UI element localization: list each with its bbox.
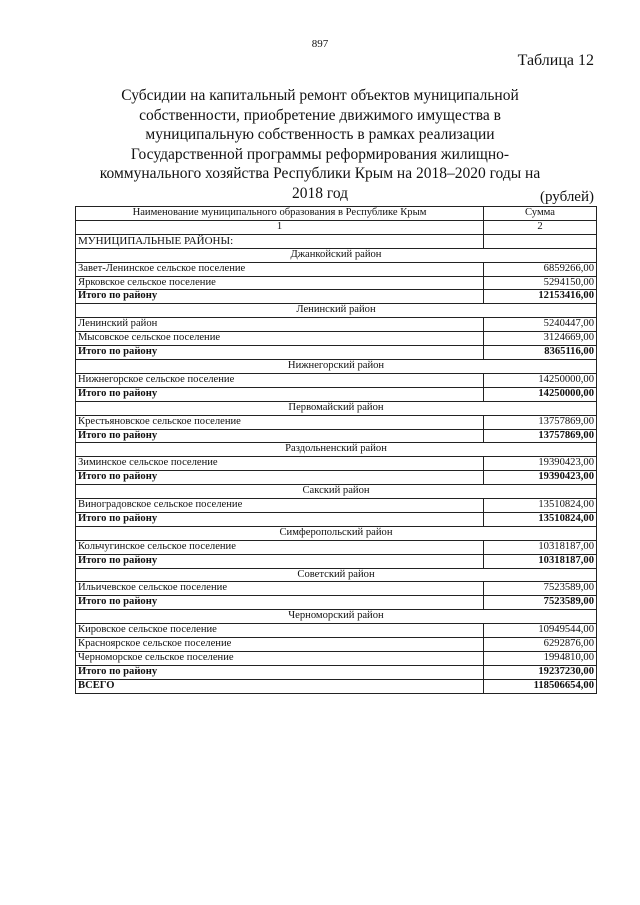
district-total-row [76, 665, 597, 679]
district-total-amount: 13757869,00 [484, 429, 597, 443]
section-row [76, 234, 597, 248]
municipality-name: Зиминское сельское поселение [76, 457, 484, 471]
district-total-row [76, 471, 597, 485]
district-header-row [76, 443, 597, 457]
table-row [76, 638, 597, 652]
subsidy-table [75, 206, 597, 694]
district-total-label: Итого по району [76, 596, 484, 610]
municipality-name: Ленинский район [76, 318, 484, 332]
table-label: Таблица 12 [517, 52, 594, 69]
municipality-amount: 5240447,00 [484, 318, 597, 332]
district-header-row [76, 568, 597, 582]
municipality-amount: 6859266,00 [484, 262, 597, 276]
municipality-amount: 5294150,00 [484, 276, 597, 290]
district-header-row [76, 485, 597, 499]
document-title: Субсидии на капитальный ремонт объектов муниципальной собственности, приобретение движимого имущества в муниципальную собственность в рамках реализации Государственной программы реформирования жилищно-коммунального хозяйства Республики Крым на 2018–2020 годы на 2018 год [99, 87, 541, 202]
district-name: Ленинский район [76, 304, 597, 318]
district-total-label: Итого по району [76, 512, 484, 526]
column-number-2: 2 [484, 220, 597, 234]
district-total-amount: 19390423,00 [484, 471, 597, 485]
section-title: МУНИЦИПАЛЬНЫЕ РАЙОНЫ: [76, 234, 484, 248]
district-total-label: Итого по району [76, 471, 484, 485]
district-total-label: Итого по району [76, 554, 484, 568]
table-row [76, 499, 597, 513]
column-number-row [76, 220, 597, 234]
municipality-amount: 1994810,00 [484, 652, 597, 666]
district-total-row [76, 512, 597, 526]
district-name: Черноморский район [76, 610, 597, 624]
district-total-row [76, 290, 597, 304]
municipality-amount: 10318187,00 [484, 540, 597, 554]
column-header-sum: Сумма [484, 207, 597, 221]
table-row [76, 332, 597, 346]
table-row [76, 262, 597, 276]
district-total-row [76, 596, 597, 610]
district-total-label: Итого по району [76, 665, 484, 679]
table-row [76, 373, 597, 387]
table-row [76, 540, 597, 554]
empty-cell [484, 234, 597, 248]
district-name: Симферопольский район [76, 526, 597, 540]
municipality-amount: 14250000,00 [484, 373, 597, 387]
table-row [76, 318, 597, 332]
district-total-row [76, 346, 597, 360]
district-total-amount: 7523589,00 [484, 596, 597, 610]
municipality-amount: 10949544,00 [484, 624, 597, 638]
district-name: Первомайский район [76, 401, 597, 415]
municipality-name: Ярковское сельское поселение [76, 276, 484, 290]
municipality-name: Кировское сельское поселение [76, 624, 484, 638]
district-total-row [76, 429, 597, 443]
district-total-amount: 10318187,00 [484, 554, 597, 568]
district-total-amount: 19237230,00 [484, 665, 597, 679]
municipality-amount: 6292876,00 [484, 638, 597, 652]
district-total-amount: 8365116,00 [484, 346, 597, 360]
units-label: (рублей) [539, 189, 594, 205]
district-total-row [76, 387, 597, 401]
district-header-row [76, 304, 597, 318]
municipality-name: Черноморское сельское поселение [76, 652, 484, 666]
municipality-amount: 3124669,00 [484, 332, 597, 346]
district-total-amount: 13510824,00 [484, 512, 597, 526]
municipality-amount: 7523589,00 [484, 582, 597, 596]
district-total-amount: 12153416,00 [484, 290, 597, 304]
municipality-name: Красноярское сельское поселение [76, 638, 484, 652]
municipality-name: Кольчугинское сельское поселение [76, 540, 484, 554]
municipality-amount: 13510824,00 [484, 499, 597, 513]
district-header-row [76, 359, 597, 373]
table-row [76, 457, 597, 471]
grand-total-amount: 118506654,00 [484, 679, 597, 693]
municipality-name: Виноградовское сельское поселение [76, 499, 484, 513]
municipality-amount: 19390423,00 [484, 457, 597, 471]
column-number-1: 1 [76, 220, 484, 234]
district-name: Раздольненский район [76, 443, 597, 457]
district-total-label: Итого по району [76, 290, 484, 304]
district-name: Нижнегорский район [76, 359, 597, 373]
municipality-name: Нижнегорское сельское поселение [76, 373, 484, 387]
municipality-name: Крестьяновское сельское поселение [76, 415, 484, 429]
table-row [76, 624, 597, 638]
district-total-amount: 14250000,00 [484, 387, 597, 401]
municipality-name: Завет-Ленинское сельское поселение [76, 262, 484, 276]
district-header-row [76, 526, 597, 540]
grand-total-label: ВСЕГО [76, 679, 484, 693]
district-header-row [76, 401, 597, 415]
district-name: Советский район [76, 568, 597, 582]
district-header-row [76, 248, 597, 262]
table-row [76, 582, 597, 596]
district-name: Сакский район [76, 485, 597, 499]
municipality-amount: 13757869,00 [484, 415, 597, 429]
district-total-label: Итого по району [76, 346, 484, 360]
page-number: 897 [311, 38, 329, 50]
district-total-label: Итого по району [76, 429, 484, 443]
table-row [76, 276, 597, 290]
table-row [76, 415, 597, 429]
district-header-row [76, 610, 597, 624]
column-header-name: Наименование муниципального образования в Республике Крым [76, 207, 484, 221]
table-row [76, 652, 597, 666]
table-header-row [76, 207, 597, 221]
district-name: Джанкойский район [76, 248, 597, 262]
district-total-row [76, 554, 597, 568]
municipality-name: Мысовское сельское поселение [76, 332, 484, 346]
district-total-label: Итого по району [76, 387, 484, 401]
municipality-name: Ильичевское сельское поселение [76, 582, 484, 596]
grand-total-row [76, 679, 597, 693]
